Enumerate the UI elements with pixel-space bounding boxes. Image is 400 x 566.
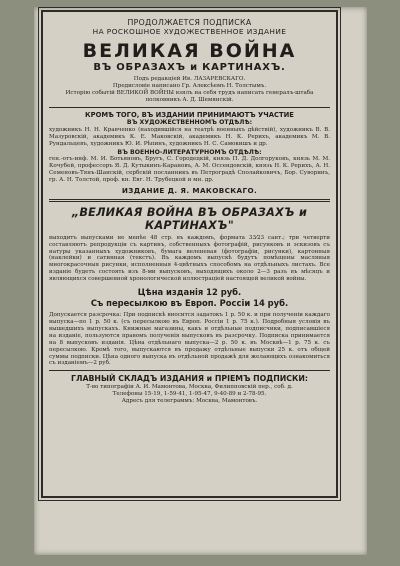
editor-line: Подъ редакцiей Ив. ЛАЗАРЕВСКАГО. [133, 76, 246, 82]
footer-address: Т-во типографiи А. И. Мамонтова, Москва, Филипповскiй пер., соб. д. [86, 384, 293, 391]
literary-section-heading: ВЪ ВОЕННО-ЛИТЕРАТУРНОМЪ ОТДѢЛѢ: [117, 148, 262, 156]
advertisement-frame [41, 10, 338, 498]
footer-heading: ГЛАВНЫЙ СКЛАДЪ ИЗДАНИЯ и ПРIЕМЪ ПОДПИСКИ: [71, 374, 308, 384]
description-text: выходитъ выпусками не менѣе 48 стр. въ каждомъ, формата 33⁄23 сант.; три четверти составляютъ репродукцiи съ картинъ, собственныхъ фотографiй, рисунковъ и эскизовъ съ натуры указанныхъ художниковъ, бумага веленевая (фотографiи, рисунки), картонныя (наклейки) и сатинная (текстъ). Въ каждомъ выпускѣ будутъ помѣщены масляныя многокрасочныя рисунки, исполненныя 4-цвѣтныхъ способомъ на отдѣльныхъ листахъ. Все изданiе будетъ состоять изъ 8-ми выпусковъ, выходящихъ около 2—3 разъ въ мѣсяцъ и являющихся совершенной хронологической иллюстрацiей настоящей великой войны. [49, 234, 330, 283]
double-divider [49, 199, 330, 202]
description-title: „ВЕЛИКАЯ ВОЙНА ВЪ ОБРАЗАХЪ и КАРТИНАХЪ" [71, 205, 308, 232]
divider [49, 107, 330, 108]
footer-telegram: Адресъ для телеграммъ: Москва, Мамонтовъ. [121, 398, 258, 405]
history-line: Исторiю событiй ВЕЛИКОЙ ВОЙНЫ взялъ на себя трудъ написать генералъ-штаба полковникъ А. Д. Шемянскiй. [65, 89, 314, 103]
divider [49, 370, 330, 371]
footer-phones: Телефоны 15-19, 1-59-41, 1-95-47, 9-40-89 и 2-78-95. [112, 391, 267, 398]
publisher-line: ИЗДАНИЕ Д. Я. МАКОВСКАГО. [121, 185, 258, 195]
participation-intro: КРОМѢ ТОГО, ВЪ ИЗДАНИИ ПРИНИМАЮТЪ УЧАСТИЕ [85, 110, 294, 119]
installment-terms: Допускается разсрочка: При подпискѣ вносится задатокъ 1 р. 50 к. и при полученiи каждаго выпуска—по 1 р. 50 к. (съ пересылкою въ Европ. Россiи 1 р. 75 к.). Подробныя условiя въ вышедшихъ выпускахъ. Книжные магазины, какъ и отдѣльные подписчики, подписавшiеся на изданiе, пользуются правомъ полученiя выпусковъ въ разсрочку. Подписка принимается на 8 выпусковъ изданiя. Цѣна отдѣльнаго выпуска—2 р. 50 к. въ Москвѣ—1 р. 75 к. съ пересылкою. Кромѣ того, выпускаются въ продажу отдѣльные выпуски 25 к. отъ общей суммы подписки. Цѣна одного выпуска въ отдѣльной продажѣ для желающихъ ознакомиться съ изданiемъ—2 руб. [49, 312, 330, 367]
main-title: ВЕЛИКАЯ ВОЙНА [82, 40, 297, 62]
foreword-line: Предисловiе написано Гр. Алексѣемъ Н. Толстымъ. [112, 82, 267, 89]
art-section-heading: ВЪ ХУДОЖЕСТВЕННОМЪ ОТДѢЛѢ: [126, 119, 253, 127]
literary-section-text: ген.-отъ-инф. М. И. Ботьяновъ, Бругъ, С. Городецкiй, князь П. Д. Долгоруковъ, князь М. М. Кочубей, профессоръ Я. Д. Кутыкинъ-Карановъ, А. М. Оссендовскiй, князь Н. К. Рерихъ, А. Н. Семеновъ-Тянъ-Шанскiй, сербскiй посланникъ въ Петроградѣ Сполайковичъ, Бор. Суворинъ, гр. А. Н. Толстой, проф. кн. Евг. Н. Трубецкой и мн. др. [49, 156, 330, 183]
shipping-price-line: Съ пересылкою въ Европ. Россiи 14 руб. [90, 298, 289, 309]
art-section-text: художникъ Н. Н. Кравченко (находившiйся на театрѣ военныхъ дѣйствiй), художникъ В. В. Мазуровскiй, академикъ К. Е. Маковскiй, академикъ Н. К. Рерихъ, академикъ М. В. Рундальцевъ, художникъ Ю. И. Рѣпинъ, художникъ Н. С. Самокишъ и др. [49, 126, 330, 147]
main-subtitle: ВЪ ОБРАЗАХЪ и КАРТИНАХЪ. [93, 62, 286, 73]
subscription-notice: ПРОДОЛЖАЕТСЯ ПОДПИСКА [127, 18, 252, 27]
edition-description: НА РОСКОШНОЕ ХУДОЖЕСТВЕННОЕ ИЗДАНИЕ [92, 27, 287, 36]
price-line: Цѣна изданiя 12 руб. [137, 287, 242, 298]
